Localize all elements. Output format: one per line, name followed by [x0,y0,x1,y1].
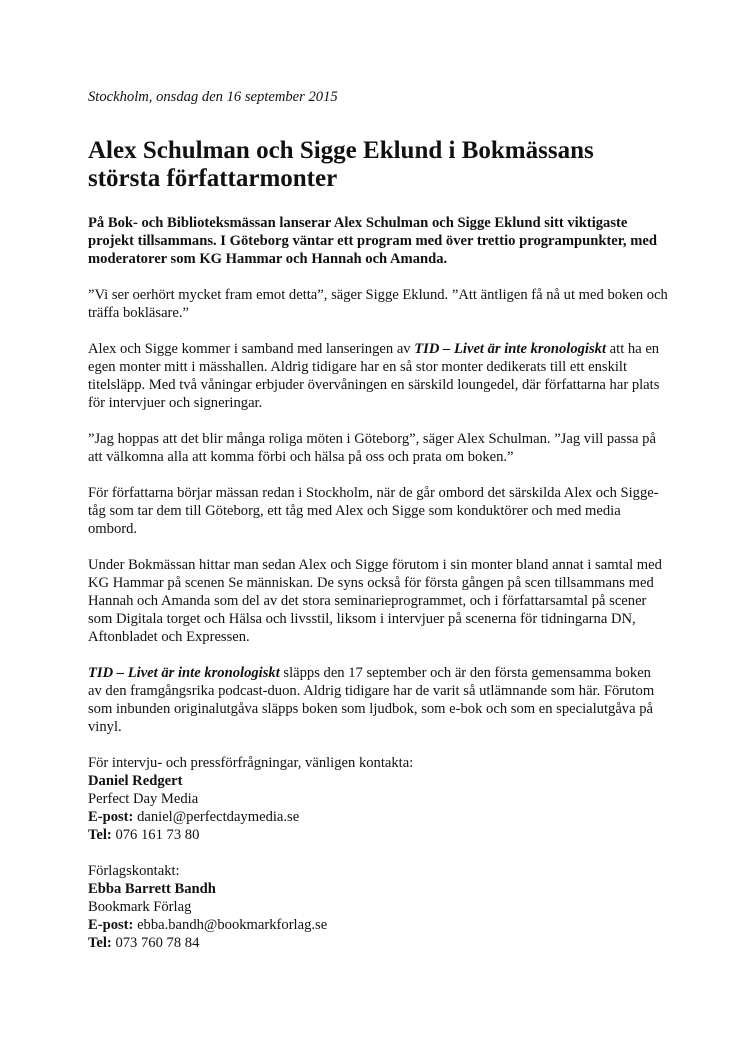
release-paragraph [88,664,668,736]
publisher-contact-company: Bookmark Förlag [88,899,192,915]
press-contact-intro: För intervju- och pressförfrågningar, vänligen kontakta: [88,755,414,771]
press-contact-name: Daniel Redgert [88,773,183,789]
press-email-label: E-post: [88,809,134,825]
monter-paragraph-intro: Alex och Sigge kommer i samband med lanseringen av [88,341,415,357]
publisher-email[interactable]: ebba.bandh@bookmarkforlag.se [137,917,328,933]
book-title: TID – Livet är inte kronologiskt [414,341,607,357]
publisher-contact [88,862,668,952]
press-contact-company: Perfect Day Media [88,791,199,807]
release-paragraph-rest: släpps den 17 september och är den första gemensamma boken av den framgångsrika podcast-duon. Aldrig tidigare har de varit så utlämnande som här. Förutom som inbunden originalutgåva släpps boken som ljudbok, som e-bok och som en specialutgåva på vinyl. [88,665,655,735]
publisher-contact-intro: Förlagskontakt: [88,863,180,879]
publisher-contact-name: Ebba Barrett Bandh [88,881,216,897]
press-tel: 076 161 73 80 [115,827,200,843]
dateline: Stockholm, onsdag den 16 september 2015 [88,89,338,105]
publisher-tel-label: Tel: [88,935,112,951]
monter-paragraph [88,340,668,412]
lead-paragraph: På Bok- och Biblioteksmässan lanserar Alex Schulman och Sigge Eklund sitt viktigaste projekt tillsammans. I Göteborg väntar ett program med över trettio programpunkter, med moderatorer som KG Hammar och Hannah och Amanda. [88,215,657,267]
publisher-email-label: E-post: [88,917,134,933]
press-contact [88,754,668,844]
page-title: Alex Schulman och Sigge Eklund i Bokmässans största författarmonter [88,137,594,192]
monter-paragraph-rest: att ha en egen monter mitt i mässhallen. Aldrig tidigare har en så stor monter dedikerats till ett enskilt titelsläpp. Med två våningar erbjuder övervåningen en särskild loungedel, där författarna har plats för intervjuer och signeringar. [88,341,660,411]
publisher-tel: 073 760 78 84 [115,935,200,951]
program-paragraph: Under Bokmässan hittar man sedan Alex och Sigge förutom i sin monter bland annat i samtal med KG Hammar på scenen Se människan. De syns också för första gången på scen tillsammans med Hannah och Amanda som del av det stora seminarieprogrammet, och i författarsamtal på scener som Digitala torget och Hälsa och livsstil, liksom i intervjuer på scenerna för tidningarna DN, Aftonbladet och Expressen. [88,557,662,645]
quote-sigge-paragraph: ”Vi ser oerhört mycket fram emot detta”, säger Sigge Eklund. ”Att äntligen få nå ut med boken och träffa bokläsare.” [88,287,668,321]
train-paragraph: För författarna börjar mässan redan i Stockholm, när de går ombord det särskilda Alex och Sigge-tåg som tar dem till Göteborg, ett tåg med Alex och Sigge som konduktörer och med media ombord. [88,485,659,537]
book-title: TID – Livet är inte kronologiskt [88,665,280,681]
press-tel-label: Tel: [88,827,112,843]
quote-alex-paragraph: ”Jag hoppas att det blir många roliga möten i Göteborg”, säger Alex Schulman. ”Jag vill passa på att välkomna alla att komma förbi och hälsa på oss och prata om boken.” [88,431,656,465]
press-email[interactable]: daniel@perfectdaymedia.se [137,809,300,825]
press-release [88,88,668,952]
